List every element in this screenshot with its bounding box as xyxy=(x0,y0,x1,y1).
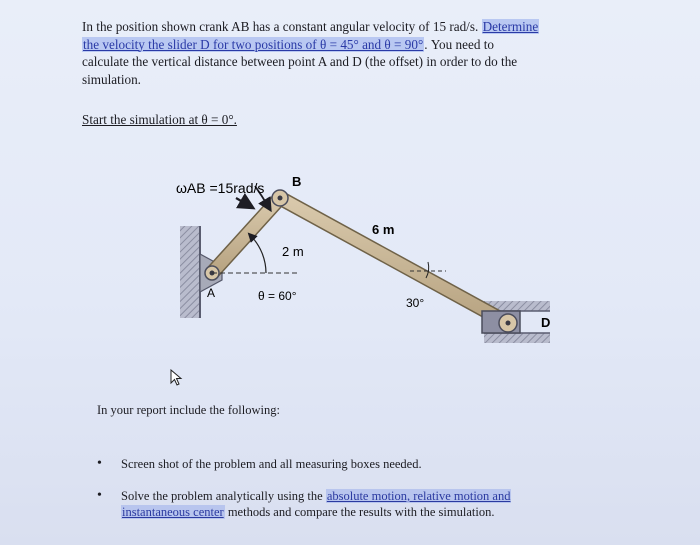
crank-length-label: 2 m xyxy=(282,244,304,259)
bullet-dot: • xyxy=(97,488,102,503)
statement-line4: simulation. xyxy=(82,71,141,87)
bullet-dot: • xyxy=(97,456,102,471)
highlight-methods: absolute motion, relative motion and xyxy=(326,489,511,503)
theta-arc xyxy=(251,236,266,273)
crank-AB xyxy=(212,198,280,273)
bullet-2-part-b: methods and compare the results with the simulation. xyxy=(227,505,495,519)
velocity-pointer xyxy=(236,198,248,205)
statement-line3: calculate the vertical distance between point A and D (the offset) in order to do the xyxy=(82,54,518,69)
bullet-2-text xyxy=(121,488,571,520)
theta-label: θ = 60° xyxy=(258,289,297,303)
start-instruction: Start the simulation at θ = 0°. xyxy=(82,112,237,127)
label-D: D xyxy=(541,315,551,330)
rod-angle-label: 30° xyxy=(406,296,425,310)
rod-length-label: 6 m xyxy=(372,222,395,237)
slider-block-D xyxy=(482,311,520,333)
connecting-rod-BD xyxy=(280,198,508,323)
highlight-velocity-slider: the velocity the slider D for two positions of θ = 45° and θ = 90° xyxy=(83,36,424,52)
statement-line1: In the position shown crank AB has a constant angular velocity of 15 rad/s. xyxy=(82,19,479,34)
highlight-determine: Determine xyxy=(482,19,539,34)
report-intro: In your report include the following: xyxy=(97,403,280,417)
label-B: B xyxy=(292,174,302,189)
label-A: A xyxy=(207,286,216,300)
bullet-2-part-a: Solve the problem analytically using the xyxy=(121,489,323,503)
mouse-cursor-icon xyxy=(170,369,184,387)
bullet-1-text: Screen shot of the problem and all measuring boxes needed. xyxy=(121,457,422,471)
statement-line2: . You need to xyxy=(424,36,494,52)
omega-label: ωAB =15rad/s xyxy=(176,180,265,196)
highlight-instantaneous-center: instantaneous center xyxy=(122,505,224,519)
